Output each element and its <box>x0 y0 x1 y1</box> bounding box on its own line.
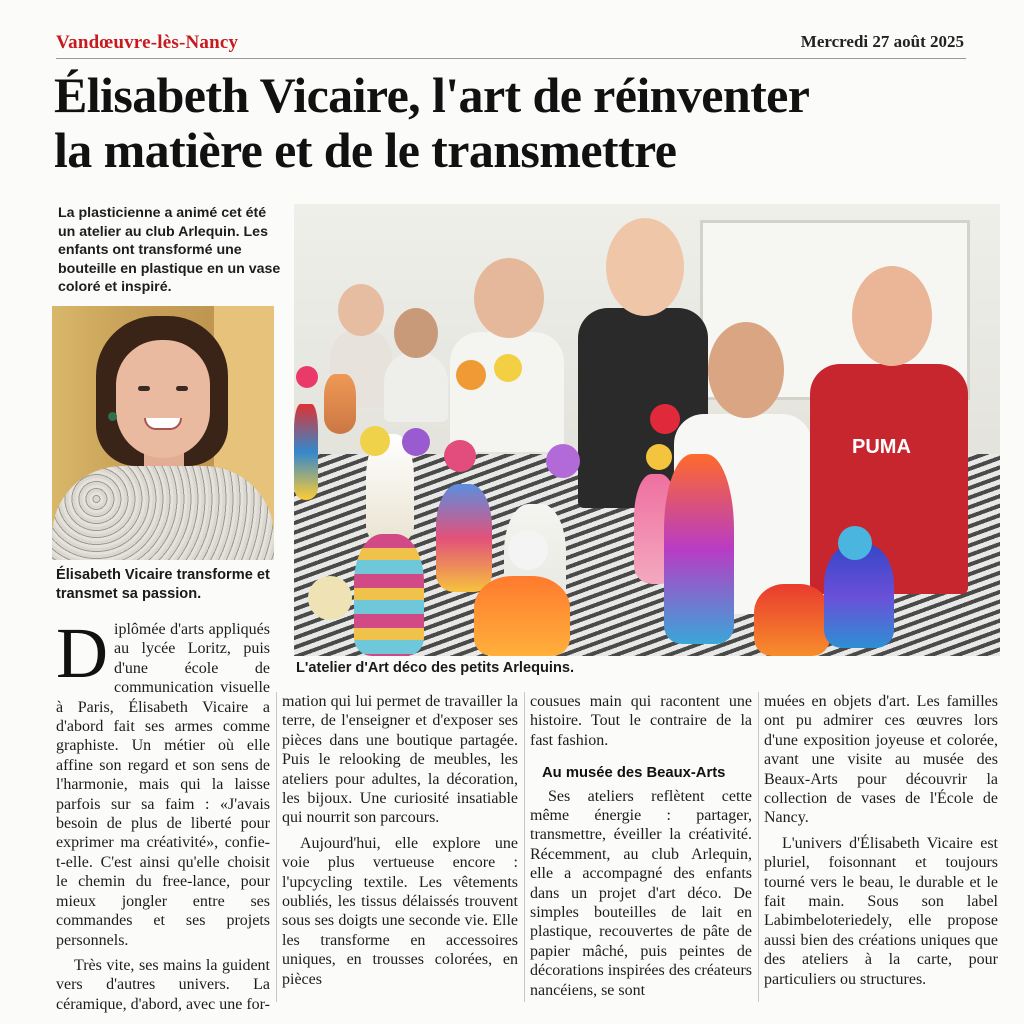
paragraph: muées en objets d'art. Les familles ont pu admirer ces œuvres lors d'une exposition joyeuse et colorée, avant une visite au musée des Beaux-Arts pour découvrir la collection de vases de l'École de Nancy. <box>764 693 998 827</box>
column-rule <box>524 692 525 1002</box>
column-rule <box>758 692 759 1002</box>
article-lead: La plasticienne a animé cet été un atelier au club Arlequin. Les enfants ont transformé une bouteille en plastique en un vase coloré et inspiré. <box>58 205 281 295</box>
drop-cap: D <box>56 613 108 693</box>
portrait-caption: Élisabeth Vicaire transforme et transmet sa passion. <box>56 567 270 602</box>
painted-vase <box>664 454 734 644</box>
header-rule <box>56 58 966 59</box>
painted-vase <box>474 576 570 656</box>
painted-vase <box>294 404 318 500</box>
paper-flower <box>650 404 680 434</box>
painted-vase <box>436 484 492 592</box>
paragraph: Diplômée d'arts appliqués au lycée Loritz, puis d'une école de communication visuelle à Paris, Élisabeth Vicaire a d'abord fait ses armes comme graphiste. Un métier où elle affine son regard et son sens de l'harmonie, mais qui la laisse parfois sur sa faim : «J'avais besoin de plus de liberté pour exprimer ma créativité», confie-t-elle. C'est ainsi qu'elle choisit le chemin du free-lance, pour mieux jongler entre ses commandes et ses projets personnels. <box>56 613 270 949</box>
paragraph: cousues main qui racontent une histoire. Tout le contraire de la fast fashion. <box>530 693 752 749</box>
article-column-3 <box>530 692 752 1000</box>
paper-flower <box>456 360 486 390</box>
portrait-photo <box>52 306 274 560</box>
publication-date: Mercredi 27 août 2025 <box>800 32 964 51</box>
painted-vase <box>354 534 424 656</box>
paragraph: mation qui lui permet de travailler la terre, de l'enseigner et d'exposer ses pièces dans une boutique partagée. Puis le relooking de meubles, les ateliers pour adultes, la décoration, les bijoux. Une curiosité insatiable qui nourrit son parcours. <box>282 693 518 827</box>
workshop-photo <box>294 204 1000 656</box>
paper-flower <box>402 428 430 456</box>
paper-flower <box>296 366 318 388</box>
column-rule <box>276 692 277 1002</box>
shirt-logo: PUMA <box>852 436 911 458</box>
paper-flower <box>838 526 872 560</box>
article-column-4 <box>764 692 998 989</box>
paper-flower <box>546 444 580 478</box>
paragraph: L'univers d'Élisabeth Vicaire est pluriel, foisonnant et toujours tourné vers le beau, le durable et le fait main. Sous son label Labimbeloteriedely, elle propose aussi bien des créations uniques que des ateliers à la carte, pour particuliers ou structures. <box>764 834 998 988</box>
headline-line-2: la matière et de le transmettre <box>54 122 677 178</box>
headline <box>54 68 974 178</box>
paragraph: Aujourd'hui, elle explore une voie plus vertueuse encore : l'upcycling textile. Les vêtements oubliés, les tissus délaissés trouvent sous ses doigts une seconde vie. Elle les transforme en accessoires uniques, en trousses colorées, en pièces <box>282 834 518 988</box>
paper-flower <box>360 426 390 456</box>
paragraph: Ses ateliers reflètent cette même énergie : partager, transmettre, éveiller la créativité. Récemment, au club Arlequin, elle a accompagné des enfants dans un projet d'art déco. De simples bouteilles de lait en plastique, recouvertes de pâte de papier mâché, puis peintes de décorations inspirées des créateurs nancéiens, se sont <box>530 787 752 999</box>
painted-vase <box>754 584 830 656</box>
headline-line-1: Élisabeth Vicaire, l'art de réinventer <box>54 67 810 123</box>
painted-vase <box>324 374 356 434</box>
paper-flower <box>308 576 352 620</box>
article-column-1 <box>56 613 271 1014</box>
section-subhead: Au musée des Beaux-Arts <box>542 765 726 782</box>
paragraph: Très vite, ses mains la guident vers d'autres univers. La céramique, d'abord, avec une for- <box>56 956 271 1013</box>
paper-flower <box>444 440 476 472</box>
paper-flower <box>494 354 522 382</box>
painted-vase <box>824 544 894 648</box>
paper-flower <box>646 444 672 470</box>
location-kicker: Vandœuvre-lès-Nancy <box>56 32 239 53</box>
paper-flower <box>508 530 548 570</box>
article-column-2 <box>282 692 518 989</box>
photo-caption: L'atelier d'Art déco des petits Arlequins. <box>296 660 575 676</box>
